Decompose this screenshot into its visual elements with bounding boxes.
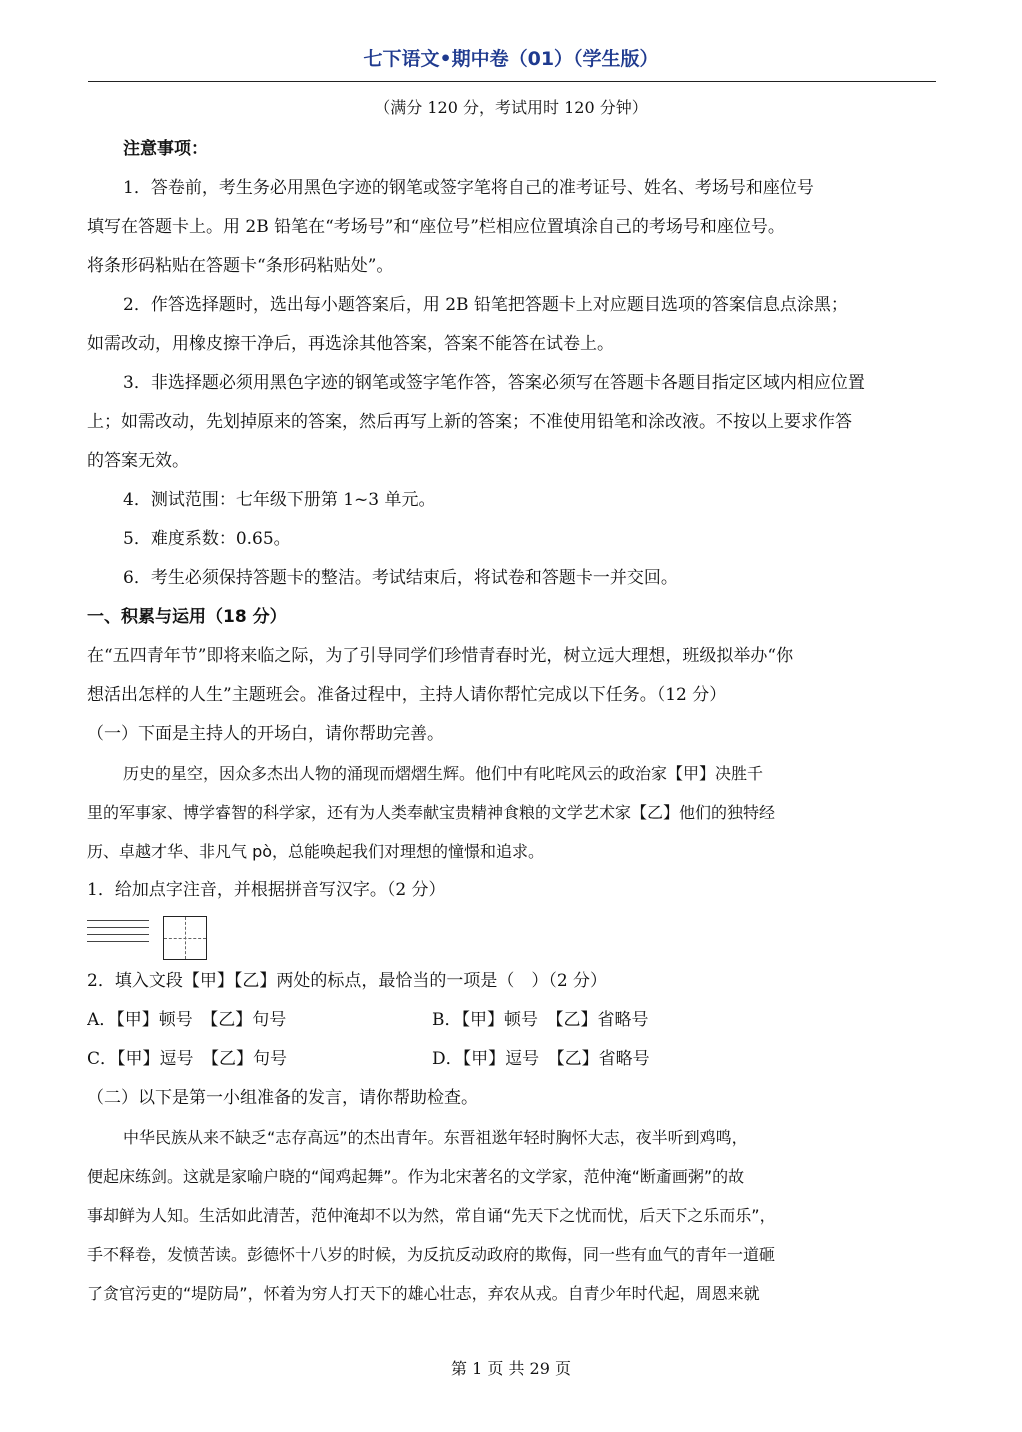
notice-heading: 注意事项：	[123, 139, 208, 159]
part-heading: （一）下面是主持人的开场白，请你帮助完善。	[87, 724, 444, 744]
notice-line: 的答案无效。	[87, 451, 189, 471]
option-c[interactable]: C．【甲】逗号 【乙】句号	[87, 1049, 288, 1069]
passage-line: 里的军事家、博学睿智的科学家，还有为人类奉献宝贵精神食粮的文学艺术家【乙】他们的独特经	[87, 803, 776, 822]
notice-line: 4．测试范围：七年级下册第 1~3 单元。	[123, 490, 436, 510]
passage-line: 手不释卷，发愤苦读。彭德怀十八岁的时候，为反抗反动政府的欺侮，同一些有血气的青年一道砸	[87, 1245, 776, 1264]
option-b[interactable]: B．【甲】顿号 【乙】省略号	[432, 1010, 649, 1030]
exam-meta: （满分 120 分，考试用时 120 分钟）	[374, 98, 648, 117]
options-row	[87, 1040, 939, 1079]
notice-line: 上；如需改动，先划掉原来的答案，然后再写上新的答案；不准使用铅笔和涂改液。不按以上要求作答	[87, 412, 852, 432]
option-a[interactable]: A．【甲】顿号 【乙】句号	[87, 1010, 287, 1030]
section-heading: 一、积累与运用（18 分）	[87, 607, 287, 627]
notice-line: 3．非选择题必须用黑色字迹的钢笔或签字笔作答，答案必须写在答题卡各题目指定区域内相应位置	[123, 373, 865, 393]
answer-area	[87, 910, 939, 962]
passage-line: 便起床练剑。这就是家喻户晓的“闻鸡起舞”。作为北宋著名的文学家，范仲淹“断齑画粥”的故	[87, 1167, 745, 1186]
passage-line: 了贪官污吏的“堤防局”，怀着为穷人打天下的雄心壮志，弃农从戎。自青少年时代起，周恩来就	[87, 1284, 760, 1303]
notice-line: 1．答卷前，考生务必用黑色字迹的钢笔或签字笔将自己的准考证号、姓名、考场号和座位号	[123, 178, 814, 198]
notice-line: 将条形码粘贴在答题卡“条形码粘贴处”。	[87, 256, 394, 276]
notice-line: 如需改动，用橡皮擦干净后，再选涂其他答案，答案不能答在试卷上。	[87, 334, 614, 354]
option-d[interactable]: D．【甲】逗号 【乙】省略号	[432, 1049, 650, 1069]
page-body	[87, 130, 939, 1313]
notice-line: 5．难度系数：0.65。	[123, 529, 291, 549]
notice-line: 2．作答选择题时，选出每小题答案后，用 2B 铅笔把答题卡上对应题目选项的答案信息点涂黑；	[123, 295, 848, 315]
notice-line: 6．考生必须保持答题卡的整洁。考试结束后，将试卷和答题卡一并交回。	[123, 568, 678, 588]
section-intro-line: 想活出怎样的人生”主题班会。准备过程中，主持人请你帮忙完成以下任务。（12 分）	[87, 685, 727, 705]
notice-line: 填写在答题卡上。用 2B 铅笔在“考场号”和“座位号”栏相应位置填涂自己的考场号和座位号。	[87, 217, 785, 237]
question-1: 1．给加点字注音，并根据拼音写汉字。（2 分）	[87, 880, 446, 900]
character-grid-box[interactable]	[163, 916, 207, 960]
options-row	[87, 1001, 939, 1040]
document-title: 七下语文•期中卷（01）（学生版）	[363, 48, 659, 70]
part-heading: （二）以下是第一小组准备的发言，请你帮助检查。	[87, 1088, 478, 1108]
passage-line: 历、卓越才华、非凡气 pò，总能唤起我们对理想的憧憬和追求。	[87, 842, 545, 861]
header-divider	[88, 81, 936, 82]
passage-line: 中华民族从来不缺乏“志存高远”的杰出青年。东晋祖逖年轻时胸怀大志，夜半听到鸡鸣，	[123, 1128, 748, 1147]
pinyin-writing-lines[interactable]	[87, 920, 149, 950]
page-number: 第 1 页 共 29 页	[451, 1359, 571, 1378]
section-intro-line: 在“五四青年节”即将来临之际，为了引导同学们珍惜青春时光，树立远大理想，班级拟举办“你	[87, 646, 794, 666]
passage-line: 历史的星空，因众多杰出人物的涌现而熠熠生辉。他们中有叱咤风云的政治家【甲】决胜千	[123, 764, 764, 783]
question-2: 2．填入文段【甲】【乙】两处的标点，最恰当的一项是（ ）（2 分）	[87, 971, 608, 991]
passage-line: 事却鲜为人知。生活如此清苦，范仲淹却不以为然，常自诵“先天下之忧而忧，后天下之乐而乐”，	[87, 1206, 776, 1225]
